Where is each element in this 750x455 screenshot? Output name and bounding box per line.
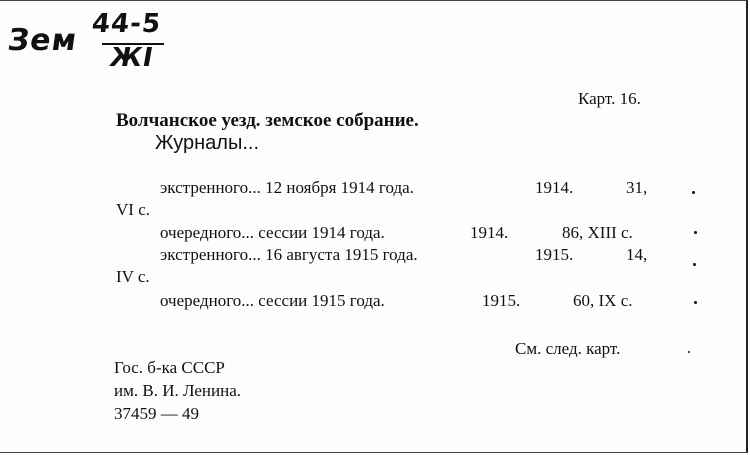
entry-4-description: очередного... сессии 1915 года. — [160, 291, 385, 310]
handwritten-fraction-numerator: 44-5 — [90, 9, 163, 39]
scan-speck — [688, 351, 690, 353]
library-stamp-line-3: 37459 — 49 — [114, 404, 199, 423]
entry-1-year: 1914. — [535, 178, 574, 197]
scan-speck — [693, 263, 696, 266]
entry-4-year: 1915. — [482, 291, 521, 310]
library-stamp-line-2: им. В. И. Ленина. — [114, 381, 242, 400]
entry-3-continuation: IV с. — [116, 267, 150, 286]
entry-2-description: очередного... сессии 1914 года. — [160, 223, 385, 242]
card-number: Карт. 16. — [578, 89, 641, 108]
handwritten-shelfmark-prefix: Зем — [5, 23, 80, 58]
scan-speck — [694, 231, 697, 234]
see-next-card-note: См. след. карт. — [515, 339, 621, 358]
entry-4-pages: 60, IX с. — [573, 291, 633, 310]
card-subheading: Журналы... — [155, 132, 260, 154]
entry-3-pages: 14, — [626, 245, 648, 264]
entry-2-year: 1914. — [470, 223, 509, 242]
entry-2-pages: 86, XIII с. — [562, 223, 633, 242]
entry-3-year: 1915. — [535, 245, 574, 264]
card-heading: Волчанское уезд. земское собрание. — [116, 110, 419, 131]
library-stamp-line-1: Гос. б-ка СССР — [114, 358, 225, 377]
scan-speck — [692, 191, 695, 194]
handwritten-fraction-denominator: ЖI — [107, 43, 157, 73]
entry-1-description: экстренного... 12 ноября 1914 года. — [160, 178, 414, 197]
scan-speck — [694, 301, 697, 304]
entry-1-pages: 31, — [626, 178, 648, 197]
entry-3-description: экстренного... 16 августа 1915 года. — [160, 245, 418, 264]
entry-1-continuation: VI с. — [116, 200, 150, 219]
